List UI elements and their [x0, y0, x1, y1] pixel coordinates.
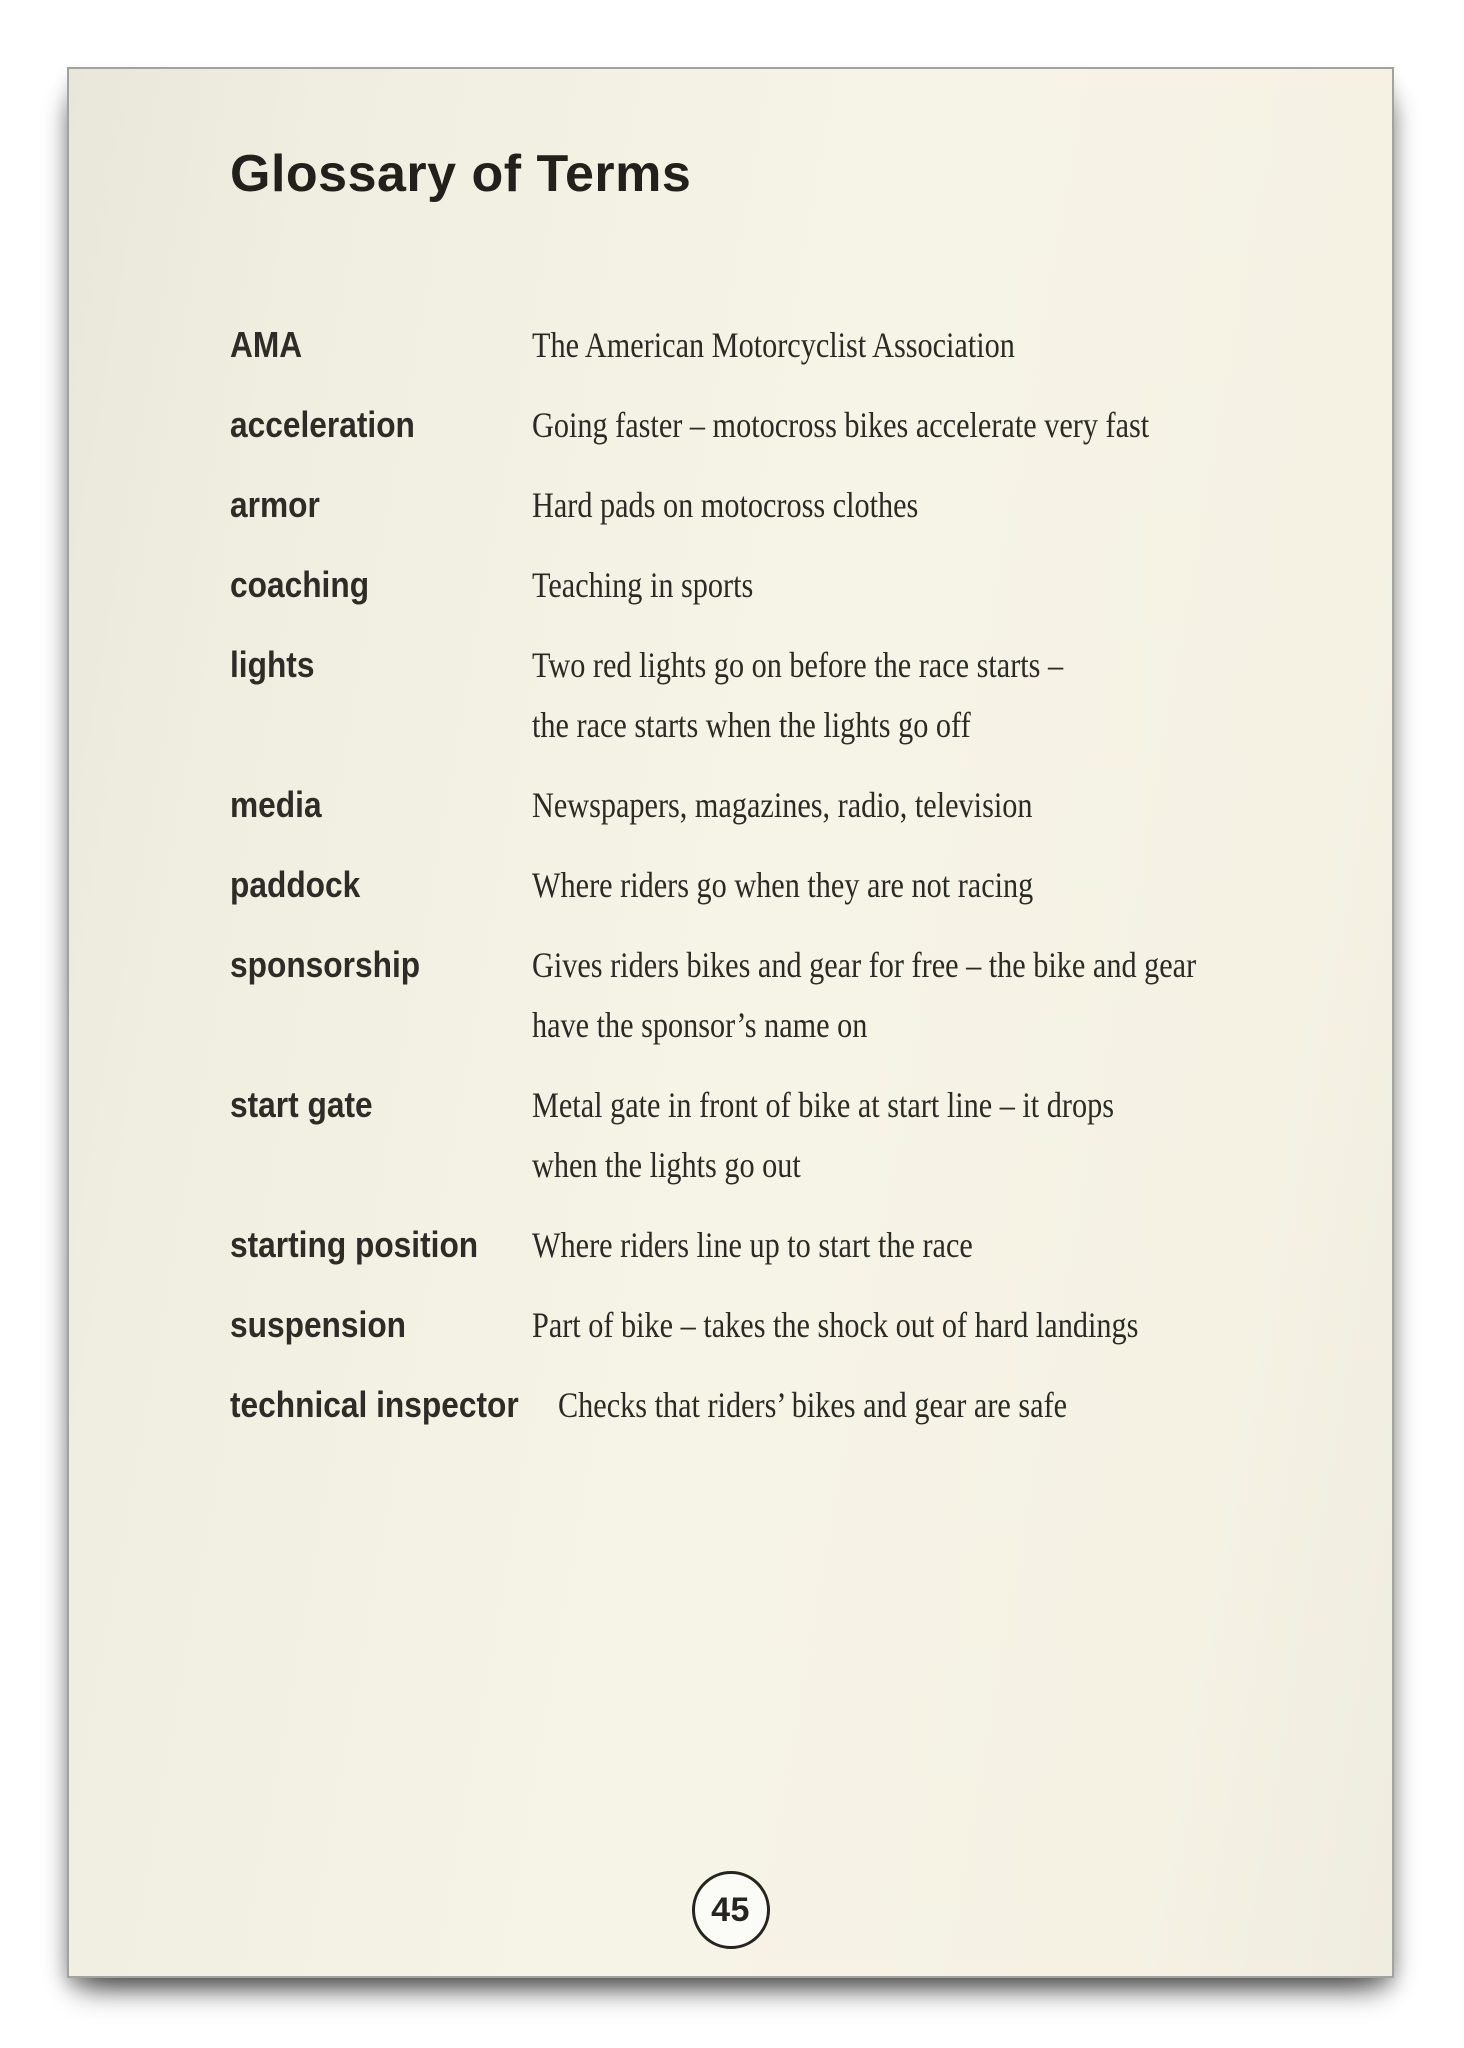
- glossary-definition-line: Newspapers, magazines, radio, television: [532, 785, 1033, 825]
- glossary-term: AMA: [230, 324, 303, 365]
- glossary-definition-line: the race starts when the lights go off: [532, 705, 971, 745]
- glossary-definition-line: Hard pads on motocross clothes: [532, 485, 919, 525]
- glossary-entry: [230, 475, 1352, 535]
- glossary-entry: [230, 635, 1352, 755]
- glossary-definition: [532, 475, 1352, 535]
- glossary-definition: [532, 555, 1352, 615]
- glossary-definition: [532, 315, 1352, 375]
- glossary-definition-line: when the lights go out: [532, 1145, 801, 1185]
- glossary-term: armor: [230, 484, 320, 525]
- page-title: Glossary of Terms: [230, 145, 692, 203]
- glossary-definition: [532, 635, 1352, 755]
- glossary-definition: [532, 775, 1352, 835]
- glossary-definition-line: have the sponsor’s name on: [532, 1005, 868, 1045]
- glossary-definition-line: The American Motorcyclist Association: [532, 325, 1015, 365]
- glossary-entry: [230, 555, 1352, 615]
- glossary-term: lights: [230, 644, 315, 685]
- glossary-definition: [532, 1075, 1352, 1195]
- glossary-term: coaching: [230, 564, 370, 605]
- glossary-term: paddock: [230, 864, 361, 905]
- glossary-entry: [230, 1075, 1352, 1195]
- glossary-entry: [230, 315, 1352, 375]
- glossary-entry: [230, 935, 1352, 1055]
- glossary-entry: [230, 1375, 1352, 1435]
- glossary-definition: [532, 1295, 1352, 1355]
- book-page: [67, 67, 1394, 1978]
- glossary-definition-line: Where riders line up to start the race: [532, 1225, 973, 1265]
- glossary-definition-line: Part of bike – takes the shock out of hard landings: [532, 1305, 1139, 1345]
- glossary-definition-line: Two red lights go on before the race starts –: [532, 645, 1064, 685]
- page-number-badge: [692, 1871, 770, 1949]
- glossary-term: start gate: [230, 1084, 373, 1125]
- glossary-definition-line: Checks that riders’ bikes and gear are safe: [558, 1385, 1068, 1425]
- glossary-term: suspension: [230, 1304, 407, 1345]
- glossary-definition: [532, 935, 1352, 1055]
- glossary-term: sponsorship: [230, 944, 421, 985]
- glossary-definition-line: Where riders go when they are not racing: [532, 865, 1034, 905]
- glossary-entry: [230, 395, 1352, 455]
- glossary-term: starting position: [230, 1224, 479, 1265]
- glossary-definition-line: Metal gate in front of bike at start line – it drops: [532, 1085, 1114, 1125]
- glossary-term: acceleration: [230, 404, 415, 445]
- glossary-definition-line: Going faster – motocross bikes accelerate very fast: [532, 405, 1150, 445]
- glossary-entry: [230, 855, 1352, 915]
- glossary-term: technical inspector: [230, 1384, 519, 1425]
- glossary-definition-line: Teaching in sports: [532, 565, 754, 605]
- page-number: 45: [711, 1890, 750, 1929]
- glossary-definition: [558, 1375, 1352, 1435]
- glossary-definition: [532, 395, 1352, 455]
- glossary-entry: [230, 1295, 1352, 1355]
- glossary-term: media: [230, 784, 322, 825]
- glossary-definition-line: Gives riders bikes and gear for free – the bike and gear: [532, 945, 1197, 985]
- glossary-list: [230, 315, 1352, 1435]
- glossary-entry: [230, 775, 1352, 835]
- glossary-entry: [230, 1215, 1352, 1275]
- glossary-definition: [532, 855, 1352, 915]
- glossary-definition: [532, 1215, 1352, 1275]
